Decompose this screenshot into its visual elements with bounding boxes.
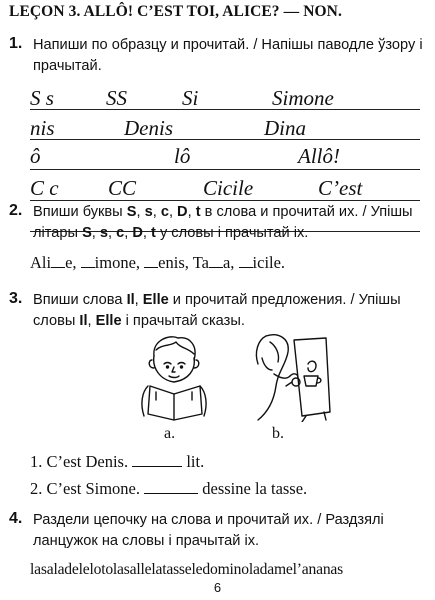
letter-blank[interactable] xyxy=(144,256,158,268)
task-number: 1. xyxy=(9,35,23,52)
task-instruction: Раздели цепочку на слова и прочитай их. / Раздзялі ланцужок на словы і прачытай іх. xyxy=(33,512,384,549)
writing-line xyxy=(30,169,420,170)
sentence-1: 1. C’est Denis. lit. xyxy=(30,452,205,471)
sentence-2: 2. C’est Simone. dessine la tasse. xyxy=(30,479,308,498)
handwriting-sample: Cicile xyxy=(203,176,254,200)
letter-blank[interactable] xyxy=(239,256,253,268)
handwriting-sample: C’est xyxy=(318,176,363,200)
handwriting-sample: Allô! xyxy=(298,144,340,168)
handwriting-sample: Dina xyxy=(264,116,306,140)
word-blank[interactable] xyxy=(144,482,198,494)
task-4 xyxy=(9,510,427,552)
handwriting-sample: CC xyxy=(108,176,137,200)
girl-painting-illustration xyxy=(246,330,332,422)
task-2 xyxy=(9,202,427,244)
letter-chain: lasaladelelotolasallelatasseledominoladamel’ananas xyxy=(30,561,343,578)
task-1 xyxy=(9,35,427,77)
handwriting-sample: lô xyxy=(174,144,191,168)
handwriting-sample: ô xyxy=(30,144,41,168)
handwriting-sample: SS xyxy=(106,86,127,110)
picture-caption: b. xyxy=(272,425,284,442)
handwriting-sample: S s xyxy=(30,86,54,110)
task-number: 2. xyxy=(9,202,23,219)
letter-blank[interactable] xyxy=(51,256,65,268)
task-number: 3. xyxy=(9,290,23,307)
task-instruction: Впиши буквы S, s, c, D, t в слова и прочитай их. / Упішы літары S, s, c, D, t у словы і прачытай іх. xyxy=(33,204,413,241)
picture-caption: a. xyxy=(164,425,176,442)
handwriting-sample: C c xyxy=(30,176,59,200)
handwriting-sample: nis xyxy=(30,116,55,140)
fill-in-letters-exercise: Ali e, imone, enis, Ta a, icile. xyxy=(30,253,286,272)
word-blank[interactable] xyxy=(132,455,182,467)
writing-line xyxy=(30,200,420,201)
writing-line xyxy=(30,139,420,140)
handwriting-sample: Simone xyxy=(272,86,334,110)
task-number: 4. xyxy=(9,510,23,527)
handwriting-sample: Si xyxy=(182,86,199,110)
letter-blank[interactable] xyxy=(209,256,223,268)
writing-line xyxy=(30,109,420,110)
task-instruction: Напиши по образцу и прочитай. / Напішы паводле ўзору і прачытай. xyxy=(33,37,423,74)
task-3 xyxy=(9,290,427,332)
task-instruction: Впиши слова Il, Elle и прочитай предложения. / Упішы словы Il, Elle і прачытай сказы. xyxy=(33,292,401,329)
page-title: LEÇON 3. ALLÔ! C’EST TOI, ALICE? — NON. xyxy=(9,3,342,20)
page-number: 6 xyxy=(213,580,222,595)
letter-blank[interactable] xyxy=(81,256,95,268)
handwriting-sample: Denis xyxy=(124,116,173,140)
boy-reading-illustration xyxy=(132,334,216,422)
